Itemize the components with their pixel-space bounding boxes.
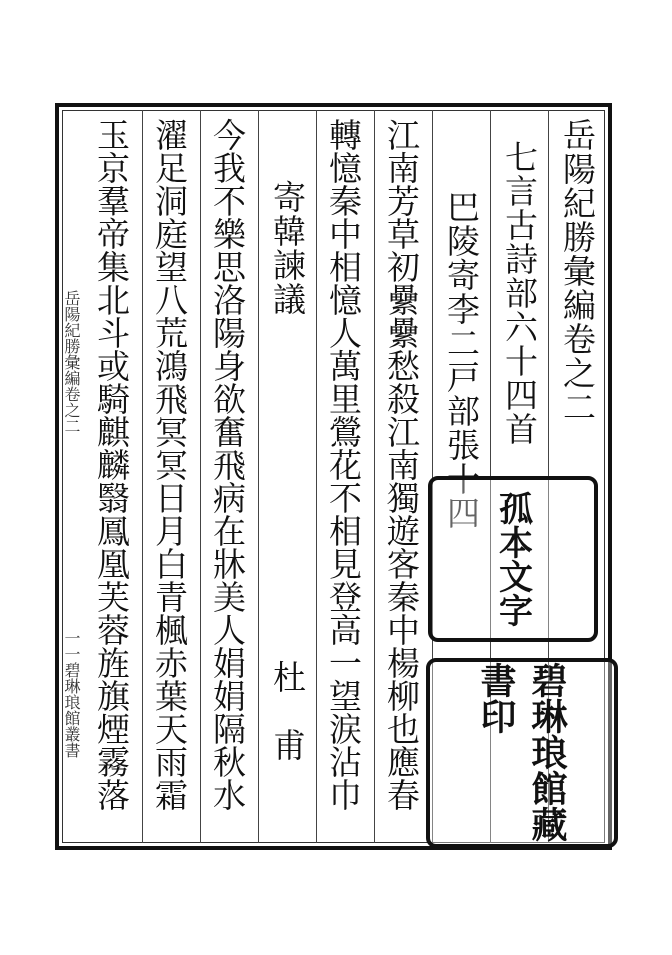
collector-seal-large bbox=[426, 658, 618, 848]
poem-text-column: 轉憶秦中相憶人萬里鶯花不相見登高一望涙沾巾 bbox=[324, 118, 363, 811]
column-rule bbox=[258, 110, 259, 843]
poem-text-column: 玉京羣帝集北斗或騎麒麟翳鳳凰芙蓉旌旗煙霧落 bbox=[92, 118, 131, 811]
margin-footer: 一一碧琳琅館叢書 bbox=[62, 630, 81, 758]
column-rule bbox=[142, 110, 143, 843]
collector-seal-small bbox=[428, 476, 598, 642]
column-rule bbox=[374, 110, 375, 843]
author-column: 杜 甫 bbox=[268, 660, 307, 762]
section-heading-column: 七言古詩部六十四首 bbox=[500, 140, 539, 446]
poem-title-column: 巴陵寄李二戸部張十四 bbox=[442, 190, 481, 530]
poem-title-column: 寄韓諫議 bbox=[268, 180, 307, 316]
book-title-column: 岳陽紀勝彙編卷之二 bbox=[558, 118, 597, 424]
poem-text-column: 江南芳草初纍纍愁殺江南獨遊客秦中楊柳也應春 bbox=[382, 118, 421, 811]
column-rule bbox=[200, 110, 201, 843]
column-rule bbox=[316, 110, 317, 843]
poem-text-column: 濯足洞庭望八荒鴻飛冥冥日月白青楓赤葉天雨霜 bbox=[150, 118, 189, 811]
seal-large-text: 碧琳琅館藏書印 bbox=[475, 662, 568, 842]
poem-text-column: 今我不樂思洛陽身欲奮飛病在牀美人娟娟隔秋水 bbox=[208, 118, 247, 811]
seal-small-text: 孤本文字 bbox=[492, 491, 533, 627]
margin-title: 岳陽紀勝彙編卷之二 bbox=[62, 290, 81, 434]
